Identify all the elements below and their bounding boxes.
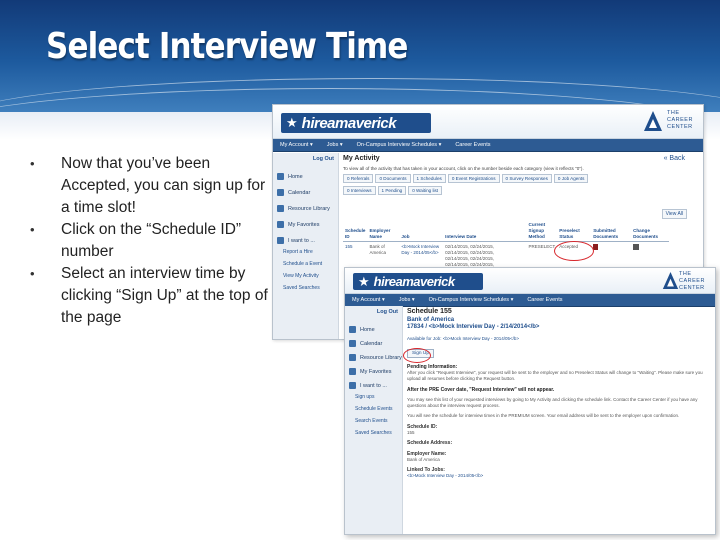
home-icon <box>277 173 284 180</box>
sidebar-link-schedule-events[interactable]: Schedule Events <box>355 406 393 412</box>
preselect-status: Accepted <box>559 244 579 249</box>
bullet-dot: • <box>30 222 35 237</box>
field-label: Linked To Jobs: <box>407 467 445 473</box>
field-label: Employer Name: <box>407 451 447 457</box>
logout-link[interactable]: Log Out <box>312 156 334 162</box>
sidebar-item-favorites[interactable]: My Favorites <box>349 368 391 375</box>
job-link[interactable]: <b>Mock Interview Day - 2014/05</b> <box>401 244 440 255</box>
bullet-text: Click on the “Schedule ID” number <box>61 221 242 260</box>
slide-header <box>0 0 720 112</box>
sidebar-item-resource-library[interactable]: Resource Library <box>277 205 330 212</box>
hireamaverick-logo[interactable] <box>353 273 483 290</box>
schedule-id-link[interactable]: 155 <box>345 244 353 249</box>
nav-interview-schedules[interactable]: On-Campus Interview Schedules ▾ <box>356 142 442 148</box>
pending-info-heading: Pending Information: <box>407 364 458 370</box>
arrow-icon <box>277 237 284 244</box>
calendar-icon <box>349 340 356 347</box>
career-center-text: THE CAREER CENTER <box>667 110 693 130</box>
signup-method: PRESELECT <box>528 244 556 249</box>
pending-info-text: After you click "Request Interview", your request will be sent to the employer and no Preselect Status will change to "Waiting". Please make sure you upload all resumes before clicking the Request button. <box>407 370 703 381</box>
sidebar-item-home[interactable]: Home <box>277 173 303 180</box>
tab-pending[interactable]: 1 Pending <box>378 186 407 195</box>
bullet-text: Now that you’ve been Accepted, you can sign up for a time slot! <box>61 155 266 216</box>
tab-interviews[interactable]: 0 Interviews <box>343 186 376 195</box>
sidebar-link-schedule-event[interactable]: Schedule a Event <box>283 261 323 267</box>
sidebar-item-calendar[interactable]: Calendar <box>277 189 310 196</box>
sidebar-item-calendar[interactable]: Calendar <box>349 340 382 347</box>
available-job-link[interactable]: Available for Job: <b>Mock Interview Day - 2014/05</b> <box>407 336 519 341</box>
table-row <box>343 242 669 271</box>
cover-date-note: After the PRE Cover date, "Request Interview" will not appear. <box>407 387 555 393</box>
column-header[interactable]: Change Documents <box>631 221 669 242</box>
schedule-main <box>407 308 711 534</box>
email-note-text: You will see the schedule for interview times in the PREMIUM screen. Your email address will be sent to the employer upon confirmation. <box>407 413 680 418</box>
sidebar-link-search-events[interactable]: Search Events <box>355 418 388 424</box>
nav-career-events[interactable]: Career Events <box>455 142 491 148</box>
sidebar-item-favorites[interactable]: My Favorites <box>277 221 319 228</box>
library-icon <box>349 354 356 361</box>
nav-career-events[interactable]: Career Events <box>527 297 563 303</box>
star-icon: ★ <box>358 273 370 289</box>
sidebar-item-home[interactable]: Home <box>349 326 375 333</box>
schedule-title: Schedule 155 <box>407 308 452 315</box>
column-header[interactable]: Job <box>399 221 443 242</box>
site-banner <box>273 105 703 139</box>
tab-event-registrations[interactable]: 0 Event Registrations <box>448 174 500 183</box>
nav-my-account[interactable]: My Account ▾ <box>352 297 385 303</box>
page-title: My Activity <box>343 155 380 162</box>
change-documents[interactable] <box>631 242 669 271</box>
calendar-icon <box>277 189 284 196</box>
field-label: Schedule Address: <box>407 440 453 446</box>
bullet-list <box>30 153 270 329</box>
schedule-screenshot <box>344 267 716 535</box>
sidebar <box>345 306 403 534</box>
employer-name: Bank of America <box>369 244 386 255</box>
document-icon <box>593 244 598 250</box>
sidebar-link-sign-ups[interactable]: Sign ups <box>355 394 375 400</box>
schedule-status-tabs <box>343 186 697 195</box>
activity-table <box>343 221 669 270</box>
field-value[interactable]: <b>Mock Interview Day - 2014/05</b> <box>407 473 484 478</box>
bullet-item <box>30 263 270 329</box>
tab-job-agents[interactable]: 0 Job Agents <box>554 174 589 183</box>
sidebar <box>273 153 339 339</box>
tab-waiting-list[interactable]: 0 Waiting list <box>408 186 442 195</box>
bullet-dot: • <box>30 156 35 171</box>
activity-description: To view all of the activity that has taken in your account, click on the number beside each category (view it reflects "0"). <box>343 166 584 171</box>
slide-title: Select Interview Time <box>46 26 408 67</box>
home-icon <box>349 326 356 333</box>
field-value: 155 <box>407 430 415 435</box>
bullet-text: Select an interview time by clicking “Sign Up” at the top of the page <box>61 265 268 326</box>
sidebar-link-view-activity[interactable]: View My Activity <box>283 273 319 279</box>
sidebar-item-i-want-to[interactable]: I want to ... <box>349 382 387 389</box>
nav-my-account[interactable]: My Account ▾ <box>280 142 313 148</box>
schedule-subtitle: 17834 / <b>Mock Interview Day - 2/14/2014</b> <box>407 324 540 330</box>
nav-jobs[interactable]: Jobs ▾ <box>326 142 343 148</box>
edit-document-icon <box>633 244 639 250</box>
favorites-icon <box>349 368 356 375</box>
nav-interview-schedules[interactable]: On-Campus Interview Schedules ▾ <box>428 297 514 303</box>
favorites-icon <box>277 221 284 228</box>
tab-documents[interactable]: 0 Documents <box>375 174 410 183</box>
column-header[interactable]: Interview Date <box>443 221 526 242</box>
tab-referrals[interactable]: 0 Referrals <box>343 174 373 183</box>
nav-jobs[interactable]: Jobs ▾ <box>398 297 415 303</box>
sidebar-link-report-hire[interactable]: Report a Hire <box>283 249 313 255</box>
bullet-item <box>30 153 270 219</box>
bullet-item <box>30 219 270 263</box>
back-link[interactable]: « Back <box>663 155 685 162</box>
table-header-row <box>343 221 669 242</box>
logo-text: hireamaverick <box>373 274 455 289</box>
sidebar-link-saved-searches[interactable]: Saved Searches <box>283 285 320 291</box>
column-header[interactable]: Submitted Documents <box>591 221 631 242</box>
column-header[interactable]: Current Signup Method <box>527 221 558 242</box>
arrow-icon <box>349 382 356 389</box>
sign-up-button[interactable]: Sign Up <box>407 349 434 358</box>
sidebar-link-saved-searches[interactable]: Saved Searches <box>355 430 392 436</box>
field-value: Bank of America <box>407 457 440 462</box>
column-header[interactable]: Schedule ID <box>343 221 367 242</box>
schedule-employer: Bank of America <box>407 317 455 323</box>
sidebar-item-i-want-to[interactable]: I want to ... <box>277 237 315 244</box>
bullet-dot: • <box>30 266 35 281</box>
submitted-documents[interactable] <box>591 242 631 271</box>
tab-schedules[interactable]: 1 Schedules <box>413 174 446 183</box>
accepted-highlight-circle <box>554 241 594 261</box>
site-banner <box>345 268 715 294</box>
logout-link[interactable]: Log Out <box>376 309 398 315</box>
career-center-logo-icon <box>643 110 663 132</box>
sign-up-highlight-circle <box>403 348 431 363</box>
tab-survey-responses[interactable]: 0 Survey Responses <box>502 174 552 183</box>
activity-note-text: You may see this list of your requested interviews by going to My Activity and clicking the schedule link. Contact the Career Center if you have any questions about the interview request process. <box>407 397 698 408</box>
view-all-button[interactable]: View All <box>662 209 687 219</box>
career-center-logo-icon <box>662 271 679 290</box>
top-nav <box>273 139 703 152</box>
star-icon: ★ <box>286 115 298 130</box>
column-header[interactable]: Employer Name <box>367 221 399 242</box>
sidebar-item-resource-library[interactable]: Resource Library <box>349 354 402 361</box>
logo-text: hireamaverick <box>301 114 397 132</box>
field-label: Schedule ID: <box>407 424 438 430</box>
activity-category-tabs <box>343 174 697 183</box>
interview-dates: 02/14/2015, 02/24/2015, 02/14/2015, 02/24/2015, 02/14/2015, 02/24/2015, 02/14/2015, 02/24/2015, <box>445 244 494 267</box>
career-center-text: THE CAREER CENTER <box>679 271 705 291</box>
column-header[interactable]: Preselect Status <box>557 221 591 242</box>
library-icon <box>277 205 284 212</box>
hireamaverick-logo[interactable] <box>281 113 431 133</box>
